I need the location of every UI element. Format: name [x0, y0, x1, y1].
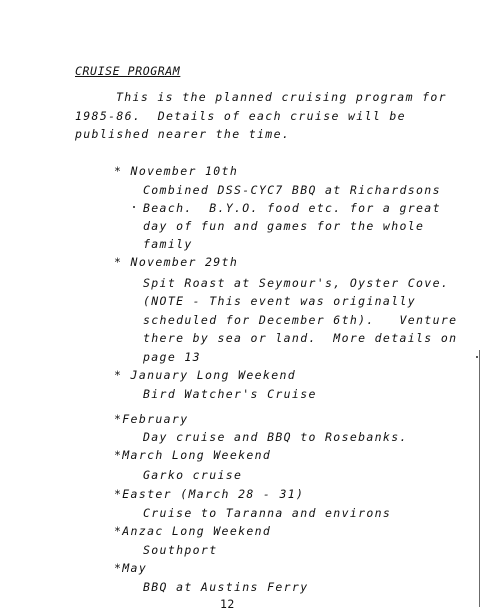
event-detail: family [143, 237, 193, 251]
event-detail: (NOTE - This event was originally [143, 294, 417, 308]
scan-edge-line [479, 350, 480, 607]
page-number: 12 [220, 597, 235, 611]
event-detail: Beach. B.Y.O. food etc. for a great [143, 201, 441, 215]
event-heading: *March Long Weekend [114, 448, 272, 462]
event-detail: Combined DSS-CYC7 BBQ at Richardsons [143, 183, 441, 197]
event-detail: day of fun and games for the whole [143, 219, 425, 233]
scan-speck [133, 206, 135, 208]
event-detail: page 13 [143, 350, 201, 364]
event-heading: *Anzac Long Weekend [114, 524, 272, 538]
event-detail: there by sea or land. More details on [143, 331, 458, 345]
scan-speck [476, 356, 478, 358]
event-detail: Spit Roast at Seymour's, Oyster Cove. [143, 276, 450, 290]
event-detail: Garko cruise [143, 468, 243, 482]
intro-line: 1985-86. Details of each cruise will be [75, 109, 406, 123]
event-heading: * November 10th [114, 164, 239, 178]
intro-line: published nearer the time. [75, 127, 291, 141]
event-heading: *February [114, 412, 189, 426]
event-detail: Cruise to Taranna and environs [143, 506, 392, 520]
event-heading: * November 29th [114, 255, 239, 269]
event-heading: *May [114, 561, 148, 575]
intro-line: This is the planned cruising program for [116, 90, 447, 104]
event-detail: Southport [143, 543, 218, 557]
document-title: CRUISE PROGRAM [75, 64, 181, 78]
event-detail: scheduled for December 6th). Venture [143, 313, 458, 327]
event-heading: *Easter (March 28 - 31) [114, 487, 305, 501]
event-detail: BBQ at Austins Ferry [143, 580, 309, 594]
event-detail: Bird Watcher's Cruise [143, 387, 317, 401]
event-heading: * January Long Weekend [114, 368, 297, 382]
event-detail: Day cruise and BBQ to Rosebanks. [143, 430, 408, 444]
